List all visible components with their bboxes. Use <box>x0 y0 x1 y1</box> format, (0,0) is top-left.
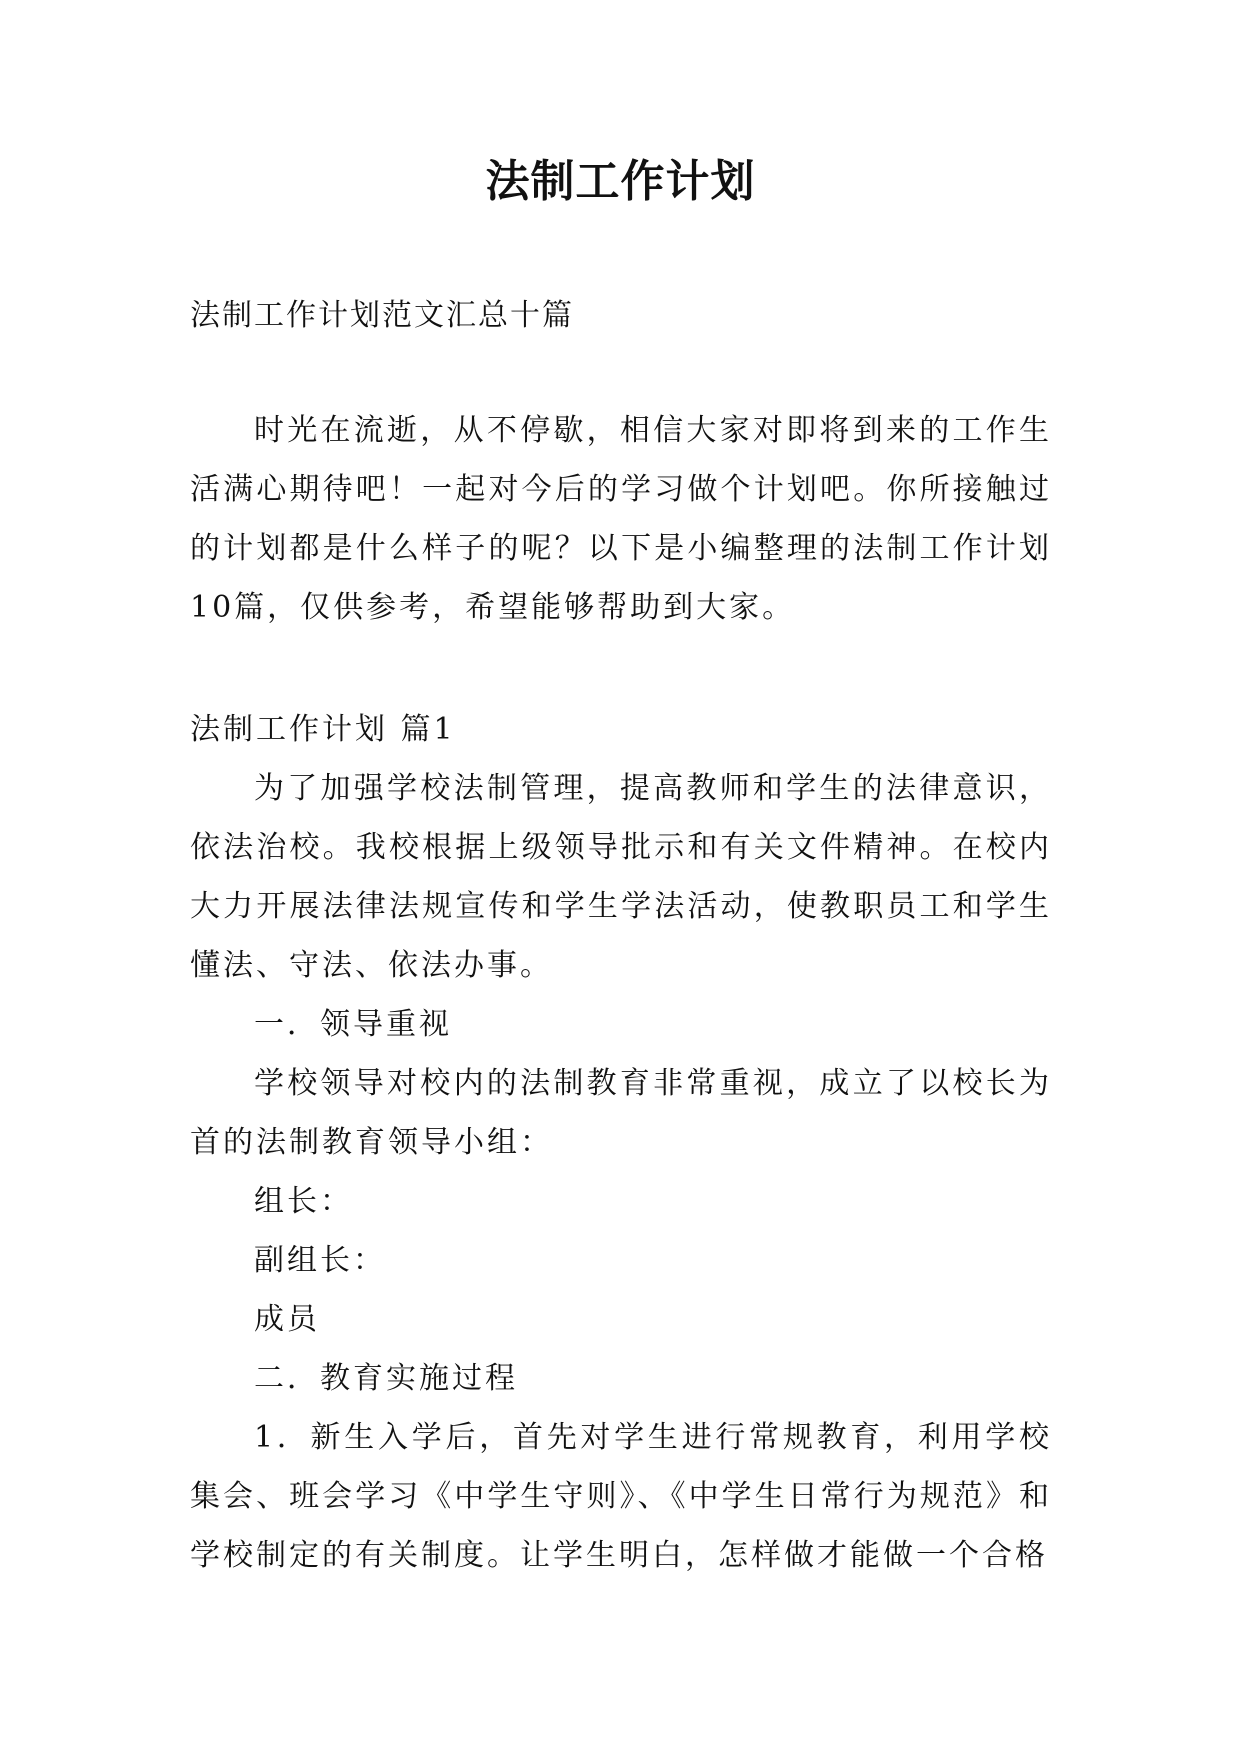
intro-block <box>190 401 1052 637</box>
section-heading: 法制工作计划 篇1 <box>190 712 456 747</box>
list-item-members: 成员 <box>254 1302 320 1337</box>
body-paragraph: 1．新生入学后，首先对学生进行常规教育，利用学校集会、班会学习《中学生守则》、《中学生日常行为规范》和学校制定的有关制度。让学生明白，怎样做才能做一个合格 <box>190 1420 1052 1573</box>
subheading-education-process: 二．教育实施过程 <box>254 1361 518 1396</box>
body-paragraph: 学校领导对校内的法制教育非常重视，成立了以校长为首的法制教育领导小组： <box>190 1066 1052 1160</box>
document-title: 法制工作计划 <box>485 156 756 207</box>
body-paragraph: 为了加强学校法制管理，提高教师和学生的法律意识，依法治校。我校根据上级领导批示和有关文件精神。在校内大力开展法律法规宣传和学生学法活动，使教职员工和学生懂法、守法、依法办事。 <box>190 771 1052 983</box>
subheading-leadership: 一．领导重视 <box>254 1007 452 1042</box>
list-item-leader: 组长： <box>254 1184 353 1219</box>
list-item-deputy-leader: 副组长： <box>254 1243 386 1278</box>
intro-paragraph: 时光在流逝，从不停歇，相信大家对即将到来的工作生活满心期待吧！一起对今后的学习做个计划吧。你所接触过的计划都是什么样子的呢？以下是小编整理的法制工作计划10篇，仅供参考，希望能够帮助到大家。 <box>190 413 1052 625</box>
document-subtitle: 法制工作计划范文汇总十篇 <box>190 298 574 333</box>
section-block <box>190 700 1052 1585</box>
